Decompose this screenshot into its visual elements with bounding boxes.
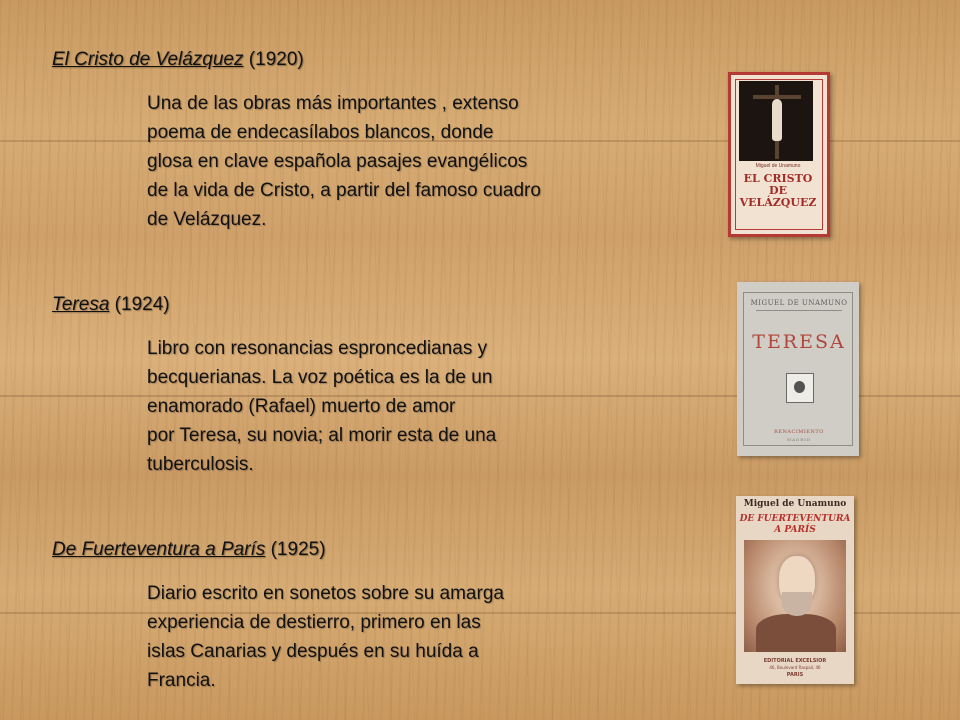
portrait-beard <box>782 592 812 616</box>
description-line: experiencia de destierro, primero en las <box>147 612 481 633</box>
cover-title: TERESA <box>752 331 846 353</box>
book-year: (1924) <box>114 294 170 315</box>
description-line: Una de las obras más importantes , extenso <box>147 93 519 114</box>
book-year: (1920) <box>248 49 304 70</box>
book-title: De Fuerteventura a París <box>52 539 266 560</box>
entry-heading <box>52 538 652 562</box>
description-line: becquerianas. La voz poética es la de un <box>147 367 493 388</box>
entry-heading <box>52 293 652 317</box>
book-title: Teresa <box>52 294 110 315</box>
description-line: Libro con resonancias esproncedianas y <box>147 338 488 359</box>
description-line: Francia. <box>147 670 216 691</box>
description-line: poema de endecasílabos blancos, donde <box>147 122 494 143</box>
divider <box>756 310 842 311</box>
entry-cristo <box>52 48 652 234</box>
cover-address: 46, Boulevard Raspail, 46 <box>769 665 821 670</box>
description-line: islas Canarias y después en su huída a <box>147 641 479 662</box>
description-line: tuberculosis. <box>147 454 254 475</box>
author-portrait <box>744 540 846 652</box>
cover-author: Miguel de Unamuno <box>755 163 801 169</box>
cover-author: MIGUEL DE UNAMUNO <box>750 299 848 307</box>
description-line: por Teresa, su novia; al morir esta de una <box>147 425 497 446</box>
cover-title-line: DE FUERTEVENTURA <box>739 514 851 524</box>
description-line: enamorado (Rafael) muerto de amor <box>147 396 456 417</box>
cover-title-line: EL CRISTO <box>743 172 813 185</box>
portrait-coat <box>756 614 836 652</box>
description-line: de la vida de Cristo, a partir del famoso cuadro <box>147 180 541 201</box>
cover-border <box>743 292 853 446</box>
description-line: glosa en clave española pasajes evangélicos <box>147 151 528 172</box>
cover-image-fuerteventura <box>736 496 854 684</box>
cover-vignette <box>786 373 814 403</box>
book-title: El Cristo de Velázquez <box>52 49 244 70</box>
crucifix-illustration <box>739 81 813 161</box>
cover-publisher: EDITORIAL EXCELSIOR <box>763 658 827 664</box>
cover-title <box>737 173 819 209</box>
cover-city: PARIS <box>786 672 804 678</box>
description-line: de Velázquez. <box>147 209 267 230</box>
book-description <box>147 89 652 234</box>
cover-city: MADRID <box>787 437 811 442</box>
entry-fuerteventura <box>52 538 652 695</box>
cover-title-line: DE VELÁZQUEZ <box>739 184 817 209</box>
cover-title-line: A PARÍS <box>774 525 816 535</box>
book-year: (1925) <box>270 539 326 560</box>
cover-author: Miguel de Unamuno <box>743 499 847 509</box>
book-description <box>147 579 652 695</box>
cover-title <box>736 514 854 536</box>
cover-publisher: RENACIMIENTO <box>774 429 824 435</box>
entry-teresa <box>52 293 652 479</box>
cover-image-cristo <box>728 72 830 237</box>
entry-heading <box>52 48 652 72</box>
christ-figure <box>772 99 782 141</box>
book-description <box>147 334 652 479</box>
cover-image-teresa <box>737 282 859 456</box>
description-line: Diario escrito en sonetos sobre su amarga <box>147 583 504 604</box>
